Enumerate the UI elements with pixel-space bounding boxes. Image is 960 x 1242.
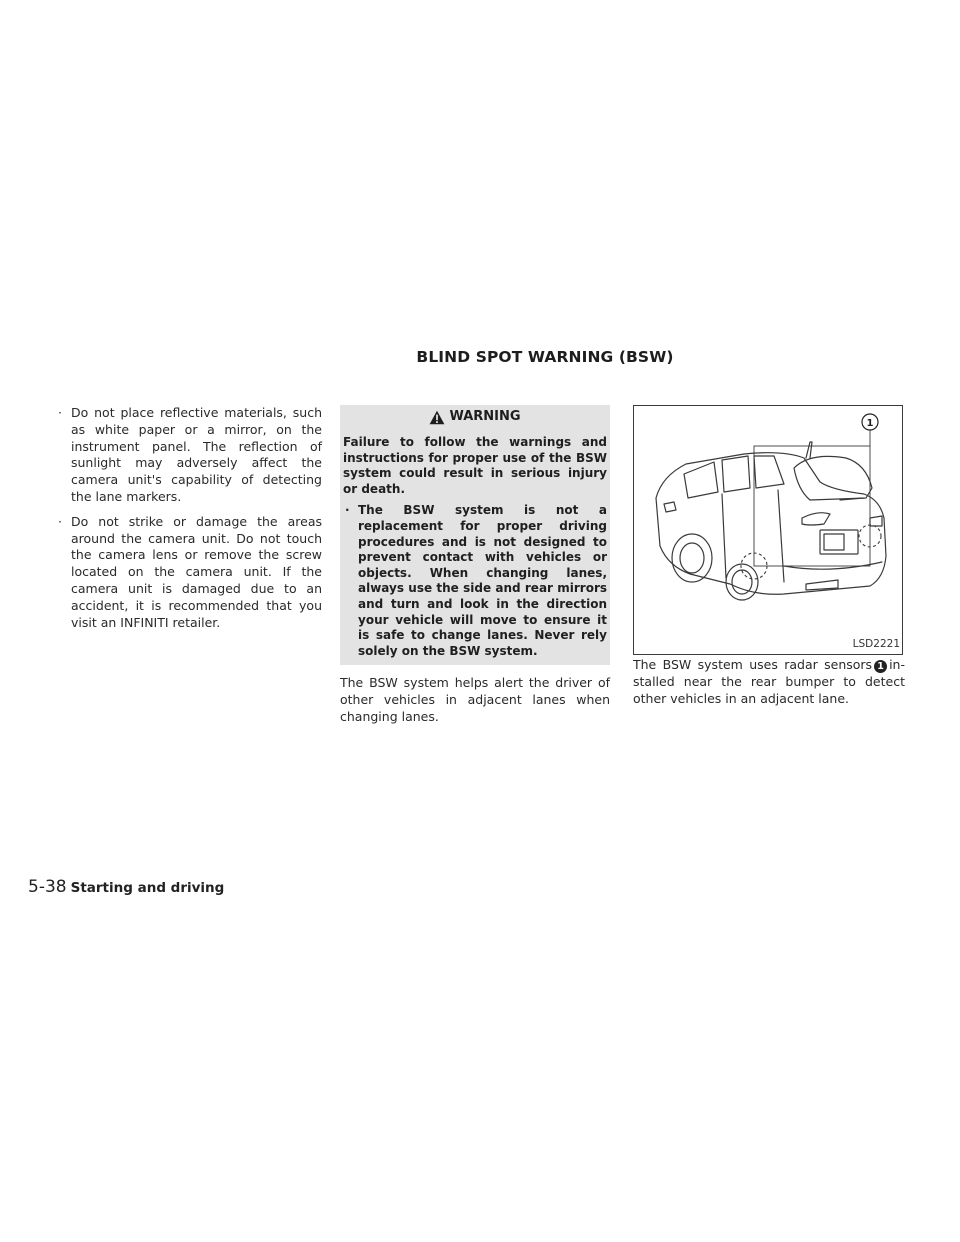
page-number: 5-38 — [28, 877, 67, 897]
caution-list — [56, 405, 322, 631]
sensor-text-start: The BSW system uses radar sensors — [633, 657, 873, 672]
warning-body — [340, 429, 610, 659]
sensor-text-end: installed near the rear bumper to detect other vehicles in an adjacent lane. — [633, 657, 905, 706]
section-title: BLIND SPOT WARNING (BSW) — [416, 348, 674, 366]
list-item-text: Do not place reflective materials, such as white paper or a mirror, on the instrument panel. The reflection of sunlight may adversely affect the camera unit's capability of detecting the lane markers. — [71, 405, 322, 504]
list-item — [56, 405, 322, 506]
column-1 — [56, 405, 322, 639]
bullet-marker: · — [345, 503, 350, 518]
bullet-marker: · — [58, 405, 62, 420]
list-item — [56, 514, 322, 632]
bsw-description: The BSW system helps alert the driver of other vehicles in adjacent lanes when changing lanes. — [340, 675, 610, 724]
warning-box — [340, 405, 610, 665]
list-item-text: Do not strike or damage the areas around the camera unit. Do not touch the camera lens or remove the screw located on the camera unit. If the camera unit is damaged due to an accident, it is recommended that you visit an INFINITI retailer. — [71, 513, 322, 630]
list-item-text: The BSW system is not a replacement for proper driving procedures and is not designed to prevent contact with vehicles or objects. When changing lanes, always use the side and rear mirrors and turn and look in the direction your vehicle will move to ensure it is safe to change lanes. Never rely solely on the BSW system. — [358, 503, 607, 658]
callout-marker: 1 — [874, 660, 887, 673]
sensor-description — [633, 657, 905, 707]
bullet-marker: · — [58, 513, 62, 529]
chapter-title: Starting and driving — [70, 880, 225, 896]
warning-list — [343, 503, 607, 659]
warning-triangle-icon — [429, 410, 445, 425]
figure-callout: 1 — [866, 418, 874, 429]
vehicle-rear-figure — [633, 405, 903, 655]
warning-title: WARNING — [449, 408, 521, 424]
list-item — [343, 503, 607, 659]
page-footer — [28, 877, 224, 897]
warning-header — [340, 405, 610, 429]
suv-rear-illustration — [634, 406, 902, 654]
column-3 — [633, 405, 905, 707]
figure-id: LSD2221 — [852, 638, 900, 651]
column-2 — [340, 405, 610, 726]
warning-intro: Failure to follow the warnings and instructions for proper use of the BSW system could result in serious injury or death. — [343, 435, 607, 496]
